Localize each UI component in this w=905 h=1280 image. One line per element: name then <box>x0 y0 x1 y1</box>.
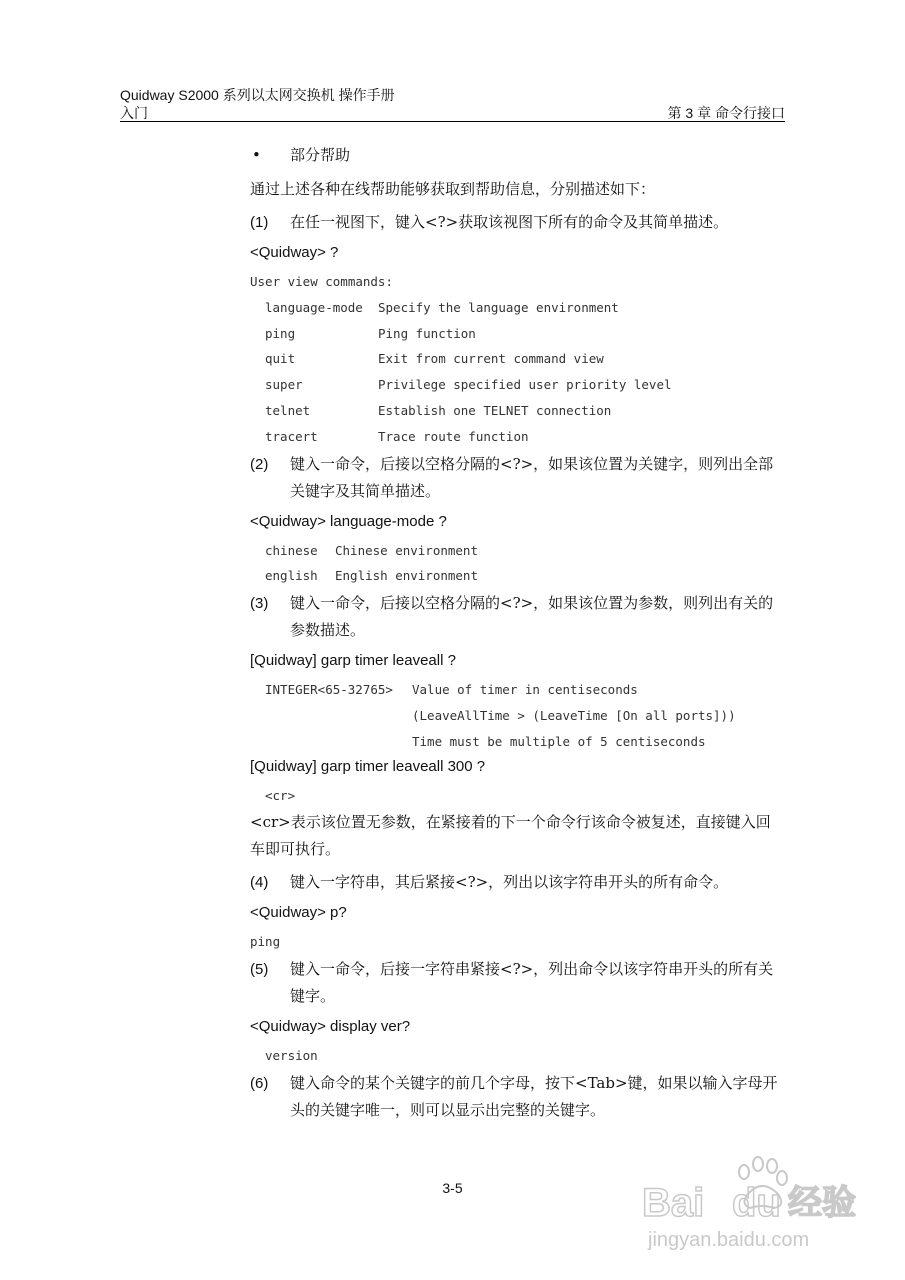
header-rule <box>120 121 785 122</box>
item-text: 键入一命令，后接以空格分隔的<?>，如果该位置为参数，则列出有关的参数描述。 <box>290 594 774 640</box>
output-row: ping Ping function <box>265 325 476 341</box>
output-row: english English environment <box>265 568 478 584</box>
bullet-heading <box>250 144 785 166</box>
bullet-icon: • <box>252 146 261 164</box>
item-number: (3) <box>250 595 269 613</box>
output-row: version <box>265 1048 318 1064</box>
item-number: (1) <box>250 214 269 231</box>
watermark-brand: Bai <box>642 1181 705 1225</box>
command-line-3: [Quidway] garp timer leaveall ? <box>250 652 456 670</box>
item-number: (2) <box>250 455 269 473</box>
watermark-url: jingyan.baidu.com <box>648 1229 810 1251</box>
output-row: chinese Chinese environment <box>265 542 478 558</box>
output-row: <cr> <box>265 787 296 803</box>
page-header <box>120 86 785 122</box>
list-item-2 <box>250 451 785 505</box>
section-label: 入门 <box>120 105 148 121</box>
item-text: 在任一视图下，键入<?>获取该视图下所有的命令及其简单描述。 <box>290 213 729 231</box>
page-number: 3-5 <box>442 1180 463 1196</box>
bullet-text: 部分帮助 <box>290 146 351 164</box>
item-text: 键入一命令，后接一字符串紧接<?>，列出命令以该字符串开头的所有关键字。 <box>290 960 774 1006</box>
watermark-cn: 经验 <box>788 1183 856 1223</box>
item-text: 键入命令的某个关键字的前几个字母，按下<Tab>键，如果以输入字母开头的关键字唯一，则可以显示出完整的关键字。 <box>290 1073 778 1119</box>
output-row: tracert Trace route function <box>265 428 529 444</box>
command-line-4: [Quidway] garp timer leaveall 300 ? <box>250 757 486 775</box>
list-item-3 <box>250 590 785 644</box>
manual-title: Quidway S2000 系列以太网交换机 操作手册 <box>120 87 395 103</box>
output-block-2 <box>250 539 785 589</box>
command-line-1: <Quidway> ? <box>250 244 339 261</box>
output-row: language-mode Specify the language environment <box>265 299 619 315</box>
output-heading: User view commands: <box>250 274 393 289</box>
item-text: 键入一字符串，其后紧接<?>，列出以该字符串开头的所有命令。 <box>290 873 729 892</box>
item-text: 键入一命令，后接以空格分隔的<?>，如果该位置为关键字，则列出全部关键字及其简单描述。 <box>290 454 774 500</box>
output-row: INTEGER<65-32765> Value of timer in centiseconds <box>265 682 638 698</box>
output-row: (LeaveAllTime > (LeaveTime [On all ports])) <box>412 707 736 723</box>
output-row: super Privilege specified user priority level <box>265 377 672 393</box>
output-block-1 <box>250 270 785 449</box>
list-item-1 <box>250 209 785 236</box>
intro-paragraph: 通过上述各种在线帮助能够获取到帮助信息，分别描述如下： <box>250 180 656 198</box>
page-body <box>250 144 785 1130</box>
list-item-6 <box>250 1070 785 1124</box>
output-block-3 <box>250 678 785 753</box>
output-row: telnet Establish one TELNET connection <box>265 402 612 418</box>
output-block-5 <box>250 930 785 954</box>
output-row: quit Exit from current command view <box>265 351 604 367</box>
command-line-5: <Quidway> p? <box>250 904 347 922</box>
item-number: (6) <box>250 1074 269 1092</box>
output-block-6 <box>250 1044 785 1068</box>
chapter-label: 第 3 章 命令行接口 <box>667 105 785 121</box>
watermark-brand-suffix: du <box>732 1181 781 1225</box>
output-block-4 <box>250 784 785 808</box>
output-row: Time must be multiple of 5 centiseconds <box>412 733 706 749</box>
list-item-4 <box>250 869 785 896</box>
list-item-5 <box>250 956 785 1010</box>
item-number: (5) <box>250 961 269 979</box>
cr-note-paragraph: <cr>表示该位置无参数，在紧接着的下一个命令行该命令被复述，直接键入回车即可执行。 <box>250 813 771 859</box>
output-row: ping <box>250 934 281 950</box>
command-line-6: <Quidway> display ver? <box>250 1018 411 1036</box>
item-number: (4) <box>250 874 269 892</box>
command-line-2: <Quidway> language-mode ? <box>250 512 447 530</box>
baidu-jingyan-watermark <box>640 1150 880 1260</box>
